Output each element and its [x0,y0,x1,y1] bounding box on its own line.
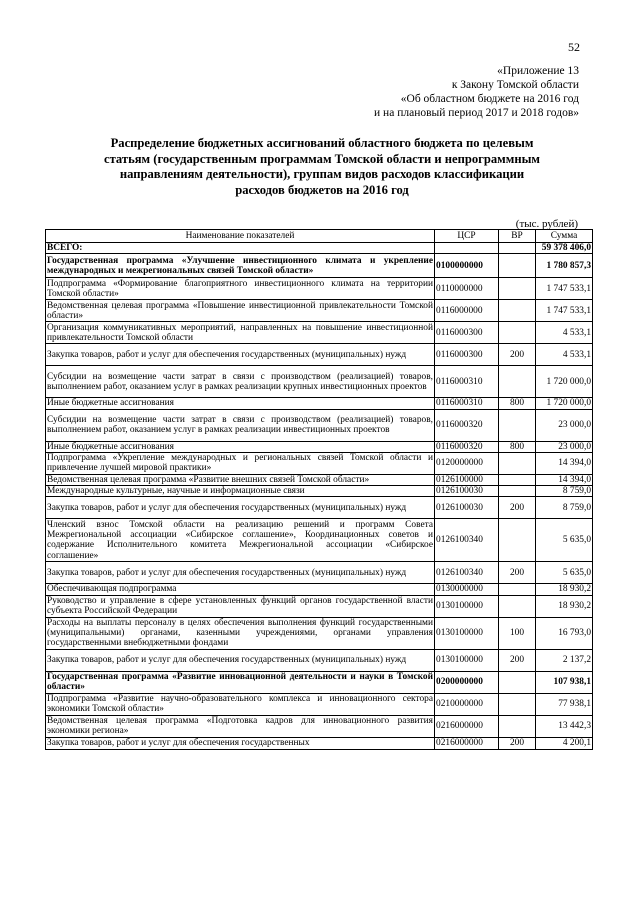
cell-name: Расходы на выплаты персоналу в целях обеспечения выполнения функций государственными (муниципальными) органами, казенными учреждениями, органами управления государственными внебюджетными фондами [47,617,433,649]
cell-vr [499,254,536,278]
cell-sum: 4 533,1 [536,322,593,344]
appendix-line: и на плановый период 2017 и 2018 годов» [374,107,579,119]
cell-csr: 0116000310 [435,398,499,409]
header-sum: Сумма [536,230,593,243]
cell-name: Руководство и управление в сфере установленных функций органов государственной власти субъекта Российской Федерации [47,595,433,617]
cell-vr [499,409,536,441]
cell-vr [499,595,536,617]
header-name: Наименование показателей [46,230,435,243]
budget-table [45,229,593,750]
cell-sum: 4 533,1 [536,344,593,366]
cell-name: Субсидии на возмещение части затрат в связи с производством (реализацией) товаров, выполнением работ, оказанием услуг в рамках реализации крупных инвестиционных проектов [46,366,435,398]
cell-name: Закупка товаров, работ и услуг для обеспечения государственных (муниципальных) нужд [46,649,435,671]
cell-sum: 18 930,2 [536,595,593,617]
title-line: расходов бюджетов на 2016 год [235,182,409,197]
cell-csr: 0200000000 [435,671,499,693]
cell-name: Государственная программа «Улучшение инвестиционного климата и укрепление международных и межрегиональных связей Томской области» [47,255,433,276]
units-label: (тыс. рублей) [515,218,578,230]
cell-name: Государственная программа «Развитие инновационной деятельности и науки в Томской области» [47,671,433,693]
cell-sum: 59 378 406,0 [536,243,593,254]
table-row [46,562,593,584]
appendix-line: к Закону Томской области [451,79,579,91]
cell-name: Ведомственная целевая программа «Повышение инвестиционной привлекательности Томской области» [47,300,433,321]
table-row [46,693,593,715]
cell-csr: 0116000320 [435,441,499,452]
cell-csr: 0126100340 [435,519,499,562]
cell-vr [499,278,536,300]
cell-name: Закупка товаров, работ и услуг для обеспечения государственных (муниципальных) нужд [46,344,435,366]
cell-sum: 8 759,0 [536,497,593,519]
cell-sum: 77 938,1 [536,693,593,715]
cell-csr: 0216000000 [435,737,499,749]
document-title [72,136,572,198]
cell-name: Закупка товаров, работ и услуг для обеспечения государственных (муниципальных) нужд [46,497,435,519]
cell-vr: 800 [499,398,536,409]
table-row [46,584,593,595]
cell-csr: 0210000000 [435,693,499,715]
table-row [46,254,593,278]
table-row [46,452,593,474]
table-row [46,497,593,519]
cell-vr: 200 [499,497,536,519]
cell-csr: 0116000320 [435,409,499,441]
cell-sum: 13 442,3 [536,715,593,737]
cell-vr [499,671,536,693]
table-row [46,366,593,398]
table-row [46,344,593,366]
table-row [46,486,593,497]
cell-name: Подпрограмма «Развитие научно-образовательного комплекса и инновационного сектора экономики Томской области» [47,693,433,715]
cell-sum: 5 635,0 [536,519,593,562]
cell-sum: 1 720 000,0 [536,398,593,409]
table-row [46,243,593,254]
cell-sum: 1 747 533,1 [536,278,593,300]
cell-sum: 5 635,0 [536,562,593,584]
header-vr: ВР [499,230,536,243]
appendix-header [259,64,579,120]
table-row [46,715,593,737]
cell-sum: 8 759,0 [536,486,593,497]
cell-vr: 100 [499,617,536,649]
cell-csr: 0130100000 [435,649,499,671]
cell-sum: 107 938,1 [536,671,593,693]
table-row [46,519,593,562]
cell-sum: 23 000,0 [536,441,593,452]
table-row [46,322,593,344]
cell-csr: 0130100000 [435,595,499,617]
cell-name: Иные бюджетные ассигнования [46,398,435,409]
cell-csr [435,243,499,254]
cell-vr [499,693,536,715]
cell-sum: 4 200,1 [536,737,593,749]
table-row [46,441,593,452]
table-row [46,474,593,485]
cell-vr [499,452,536,474]
cell-csr: 0126100030 [435,497,499,519]
cell-name: Иные бюджетные ассигнования [46,441,435,452]
table-row [46,671,593,693]
cell-csr: 0120000000 [435,452,499,474]
header-csr: ЦСР [435,230,499,243]
cell-vr [499,486,536,497]
cell-csr: 0126100030 [435,486,499,497]
table-header-row [46,230,593,243]
table-body [46,243,593,750]
cell-sum: 1 780 857,3 [536,254,593,278]
title-line: статьям (государственным программам Томской области и непрограммным [103,151,540,166]
cell-sum: 18 930,2 [536,584,593,595]
cell-vr [499,300,536,322]
cell-csr: 0116000000 [435,300,499,322]
cell-name: Членский взнос Томской области на реализацию решений и программ Совета Межрегиональной ассоциации «Сибирское соглашение», Координационных советов и содержание Исполнительного комитета Межрегиональной ассоциации «Сибирское соглашение» [47,519,433,561]
cell-name: Субсидии на возмещение части затрат в связи с производством (реализацией) товаров, выполнением работ, оказанием услуг в рамках реализации инвестиционных проектов [46,409,435,441]
cell-vr: 800 [499,441,536,452]
cell-name: Закупка товаров, работ и услуг для обеспечения государственных [46,737,435,749]
title-line: направлениям деятельности), группам видов расходов классификации [119,167,525,181]
cell-vr: 200 [499,562,536,584]
cell-csr: 0126100340 [435,562,499,584]
appendix-line: «Приложение 13 [497,65,579,77]
cell-name: Обеспечивающая подпрограмма [46,584,435,595]
table-row [46,398,593,409]
cell-csr: 0100000000 [435,254,499,278]
cell-sum: 23 000,0 [536,409,593,441]
cell-csr: 0116000300 [435,344,499,366]
cell-vr [499,715,536,737]
cell-vr [499,366,536,398]
table-row [46,649,593,671]
cell-sum: 16 793,0 [536,617,593,649]
cell-name: Международные культурные, научные и информационные связи [46,486,435,497]
table-row [46,409,593,441]
cell-sum: 1 747 533,1 [536,300,593,322]
cell-sum: 2 137,2 [536,649,593,671]
title-line: Распределение бюджетных ассигнований областного бюджета по целевым [110,136,534,150]
cell-sum: 14 394,0 [536,474,593,485]
cell-sum: 14 394,0 [536,452,593,474]
table-row [46,617,593,649]
cell-name: Подпрограмма «Укрепление международных и региональных связей Томской области и привлечение лучшей мировой практики» [47,453,433,474]
cell-name: Ведомственная целевая программа «Развитие внешних связей Томской области» [46,474,435,485]
cell-vr [499,322,536,344]
table-row [46,737,593,749]
page-number: 52 [568,40,580,54]
cell-vr [499,519,536,562]
cell-csr: 0216000000 [435,715,499,737]
cell-csr: 0116000300 [435,322,499,344]
cell-vr [499,474,536,485]
cell-name: Организация коммуникативных мероприятий, направленных на повышение инвестиционной привлекательности Томской области [47,322,433,343]
cell-csr: 0130000000 [435,584,499,595]
cell-vr: 200 [499,344,536,366]
cell-sum: 1 720 000,0 [536,366,593,398]
cell-csr: 0126100000 [435,474,499,485]
cell-csr: 0116000310 [435,366,499,398]
table-row [46,300,593,322]
cell-vr [499,243,536,254]
cell-csr: 0110000000 [435,278,499,300]
cell-name: Ведомственная целевая программа «Подготовка кадров для инновационного развития экономики региона» [47,715,433,737]
appendix-line: «Об областном бюджете на 2016 год [400,93,579,105]
cell-name: ВСЕГО: [46,243,435,254]
cell-name: Закупка товаров, работ и услуг для обеспечения государственных (муниципальных) нужд [46,562,435,584]
cell-csr: 0130100000 [435,617,499,649]
cell-vr [499,584,536,595]
cell-vr: 200 [499,649,536,671]
table-row [46,278,593,300]
table-row [46,595,593,617]
cell-name: Подпрограмма «Формирование благоприятного инвестиционного климата на территории Томской области» [47,278,433,299]
cell-vr: 200 [499,737,536,749]
